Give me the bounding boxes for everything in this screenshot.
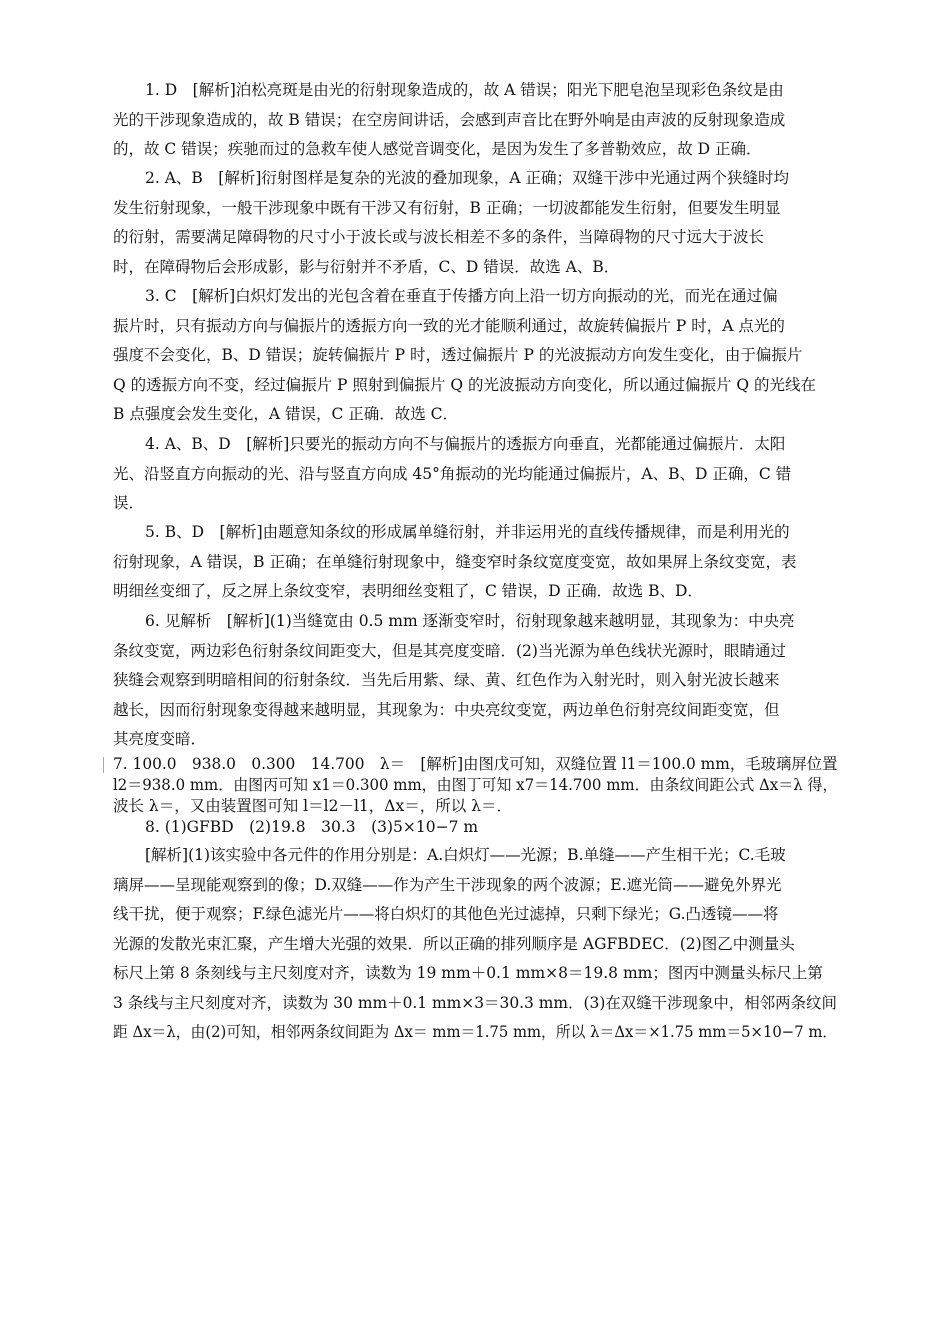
text-line: 4. A、B、D [解析]只要光的振动方向不与偏振片的透振方向垂直，光都能通过偏振片．太阳 bbox=[145, 435, 786, 453]
text-line: 光源的发散光束汇聚，产生增大光强的效果．所以正确的排列顺序是 AGFBDEC．(2)图乙中测量头 bbox=[113, 934, 795, 953]
text-line: 的，故 C 错误；疾驰而过的急救车使人感觉音调变化，是因为发生了多普勒效应，故 D 正确． bbox=[113, 140, 762, 158]
answer-8-analysis bbox=[113, 841, 837, 1048]
answer-6 bbox=[113, 607, 837, 755]
text-line: 狭缝会观察到明暗相间的衍射条纹．当先后用紫、绿、黄、红色作为入射光时，则入射光波长越来 bbox=[113, 671, 780, 689]
text-line: 光的干涉现象造成的，故 B 错误；在空房间讲话，会感到声音比在野外响是由声波的反射现象造成 bbox=[113, 110, 786, 129]
text-line: 3 条线与主尺刻度对齐，读数为 30 mm＋0.1 mm×3＝30.3 mm．(3)在双缝干涉现象中，相邻两条纹间 bbox=[113, 993, 837, 1012]
text-line: 其亮度变暗． bbox=[113, 730, 207, 748]
text-line: 7. 100.0 938.0 0.300 14.700 λ＝ [解析]由图戊可知，双缝位置 l1＝100.0 mm，毛玻璃屏位置 bbox=[113, 755, 838, 773]
text-line: 光、沿竖直方向振动的光、沿与竖直方向成 45°角振动的光均能通过偏振片，A、B、D 正确，C 错 bbox=[113, 464, 792, 483]
answer-5 bbox=[113, 518, 837, 607]
text-line: 5. B、D [解析]由题意知条纹的形成属单缝衍射，并非运用光的直线传播规律，而是利用光的 bbox=[145, 523, 790, 541]
text-line: [解析](1)该实验中各元件的作用分别是：A.白炽灯——光源；B.单缝——产生相干光；C.毛玻 bbox=[145, 846, 786, 864]
text-line: 明细丝变细了，反之屏上条纹变窄，表明细丝变粗了，C 错误，D 正确．故选 B、D． bbox=[113, 582, 703, 600]
text-line: 发生衍射现象，一般干涉现象中既有干涉又有衍射，B 正确；一切波都能发生衍射，但要发生明显 bbox=[113, 198, 781, 217]
text-line: 璃屏——呈现能观察到的像；D.双缝——作为产生干涉现象的两个波源；E.遮光筒——避免外界光 bbox=[113, 875, 782, 894]
text-line: 越长，因而衍射现象变得越来越明显，其现象为：中央亮纹变宽，两边单色衍射亮纹间距变宽，但 bbox=[113, 700, 780, 719]
text-line: 强度不会变化，B、D 错误；旋转偏振片 P 时，透过偏振片 P 的光波振动方向发生变化，由于偏振片 bbox=[113, 346, 803, 364]
text-line: Q 的透振方向不变，经过偏振片 P 照射到偏振片 Q 的光波振动方向变化，所以通过偏振片 Q 的光线在 bbox=[113, 375, 817, 394]
text-line: 振片时，只有振动方向与偏振片的透振方向一致的光才能顺利通过，故旋转偏振片 P 时，A 点光的 bbox=[113, 316, 785, 335]
text-cursor bbox=[103, 757, 104, 773]
text-line: 8. (1)GFBD (2)19.8 30.3 (3)5×10−7 m bbox=[145, 818, 479, 836]
text-line: B 点强度会发生变化，A 错误，C 正确．故选 C． bbox=[113, 405, 459, 423]
text-line: 1. D [解析]泊松亮斑是由光的衍射现象造成的，故 A 错误；阳光下肥皂泡呈现彩色条纹是由 bbox=[145, 81, 784, 99]
text-line: 线干扰，便于观察；F.绿色滤光片——将白炽灯的其他色光过滤掉，只剩下绿光；G.凸透镜——将 bbox=[113, 905, 779, 923]
text-line: 波长 λ＝，又由装置图可知 l＝l2－l1，Δx＝，所以 λ＝． bbox=[113, 797, 512, 815]
text-line: 3. C [解析]白炽灯发出的光包含着在垂直于传播方向上沿一切方向振动的光，而光在通过偏 bbox=[145, 287, 778, 305]
answer-4 bbox=[113, 430, 837, 519]
answer-3 bbox=[113, 282, 837, 430]
answer-8 bbox=[113, 817, 837, 838]
answer-2 bbox=[113, 164, 837, 282]
answer-7 bbox=[113, 754, 837, 817]
text-line: 标尺上第 8 条刻线与主尺刻度对齐，读数为 19 mm＋0.1 mm×8＝19.8 mm；图丙中测量头标尺上第 bbox=[113, 964, 823, 982]
text-line: 条纹变宽，两边彩色衍射条纹间距变大，但是其亮度变暗．(2)当光源为单色线状光源时，眼睛通过 bbox=[113, 641, 786, 660]
text-line: 衍射现象，A 错误，B 正确；在单缝衍射现象中，缝变窄时条纹宽度变宽，故如果屏上条纹变宽，表 bbox=[113, 552, 797, 571]
text-line: 距 Δx＝λ，由(2)可知，相邻两条纹间距为 Δx＝ mm＝1.75 mm，所以 λ＝Δx＝×1.75 mm＝5×10−7 m． bbox=[113, 1023, 838, 1041]
answer-1 bbox=[113, 76, 837, 165]
text-line: 的衍射，需要满足障碍物的尺寸小于波长或与波长相差不多的条件，当障碍物的尺寸远大于波长 bbox=[113, 228, 765, 246]
text-line: 时，在障碍物后会形成影，影与衍射并不矛盾，C、D 错误．故选 A、B． bbox=[113, 257, 620, 276]
text-line: 误． bbox=[113, 494, 145, 512]
text-line: 2. A、B [解析]衍射图样是复杂的光波的叠加现象，A 正确；双缝干涉中光通过两个狭缝时均 bbox=[145, 169, 790, 187]
text-line: l2＝938.0 mm．由图丙可知 x1＝0.300 mm，由图丁可知 x7＝14.700 mm．由条纹间距公式 Δx＝λ 得， bbox=[113, 776, 838, 794]
text-line: 6. 见解析 [解析](1)当缝宽由 0.5 mm 逐渐变窄时，衍射现象越来越明显，其现象为：中央亮 bbox=[145, 612, 795, 630]
